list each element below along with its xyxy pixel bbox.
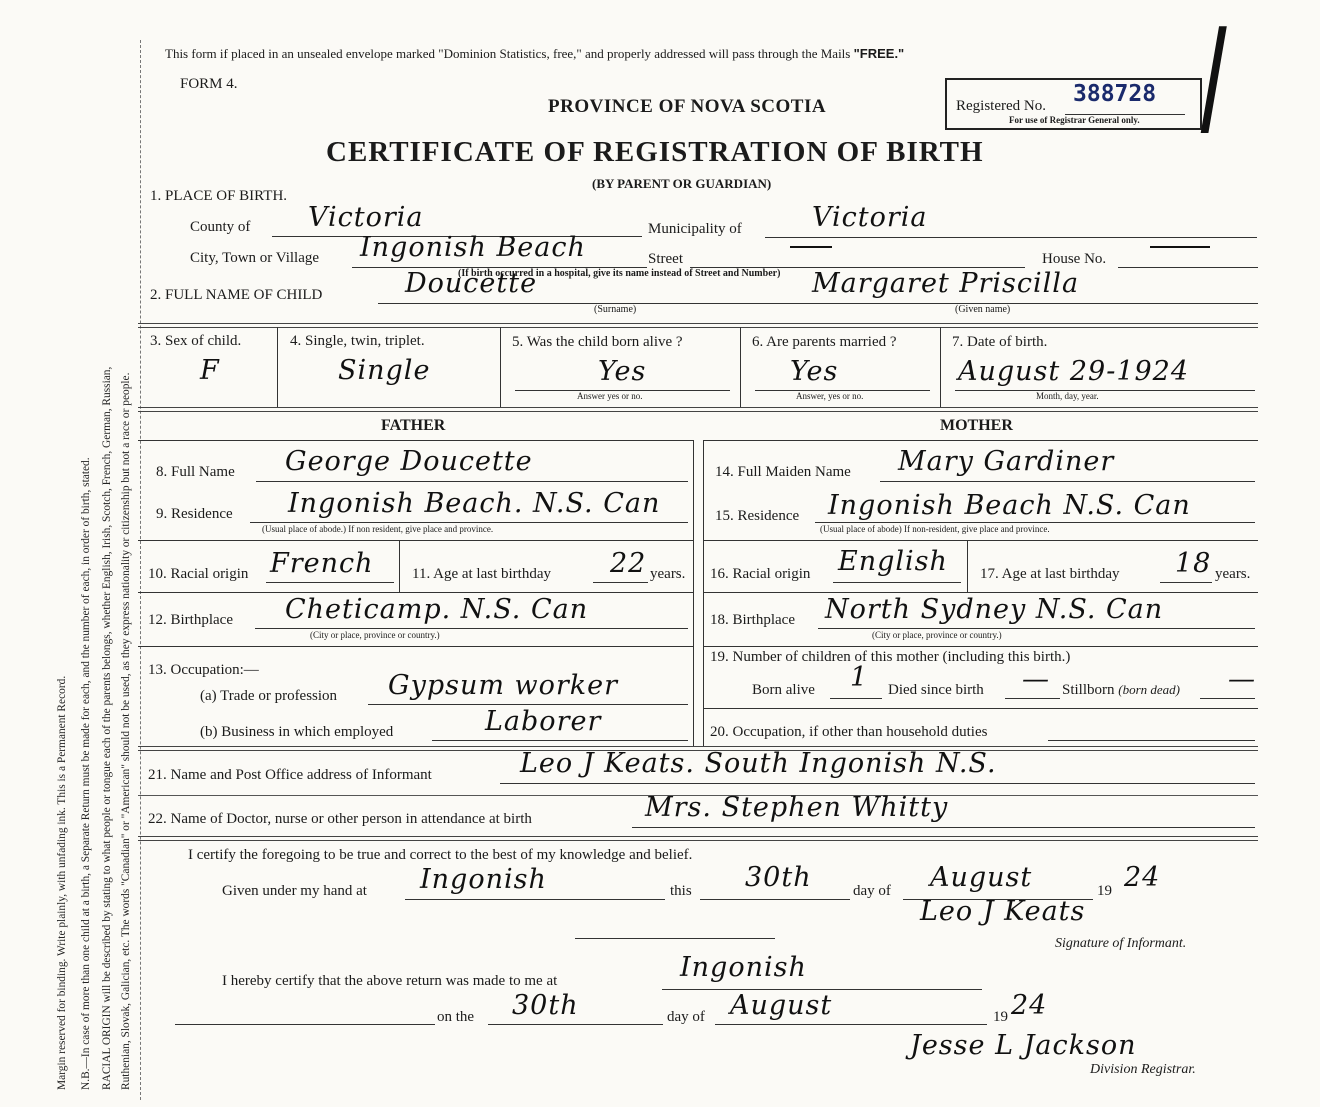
doctor-value: Mrs. Stephen Whitty <box>645 792 949 823</box>
died-since-birth-label: Died since birth <box>888 682 984 698</box>
father-residence-note: (Usual place of abode.) If non resident, give place and province. <box>262 524 494 534</box>
mother-residence-value: Ingonish Beach N.S. Can <box>828 490 1191 521</box>
county-label: County of <box>190 219 251 235</box>
mother-residence-note: (Usual place of abode) If non-resident, give place and province. <box>820 524 1050 534</box>
mother-name-line <box>880 481 1255 482</box>
doctor-line <box>632 827 1255 828</box>
given-place-line <box>405 899 665 900</box>
registrar-place-value: Ingonish <box>680 952 807 983</box>
stillborn-line <box>1200 698 1255 699</box>
page-title: CERTIFICATE OF REGISTRATION OF BIRTH <box>326 136 984 168</box>
certify-year-value: 24 <box>1124 862 1161 893</box>
sex-label: 3. Sex of child. <box>150 333 242 349</box>
county-value: Victoria <box>308 202 424 233</box>
mother-row-rule-4 <box>703 708 1258 709</box>
house-number-dash <box>1150 246 1210 248</box>
father-birthplace-value: Cheticamp. N.S. Can <box>285 594 589 625</box>
street-dash <box>790 246 832 248</box>
mother-row-rule-1 <box>703 540 1258 541</box>
section-divider-top <box>138 323 1258 328</box>
business-line <box>432 740 688 741</box>
corner-mark: / <box>1200 0 1227 152</box>
certify-month-value: August <box>930 862 1033 893</box>
parents-married-value: Yes <box>790 356 839 387</box>
house-number-line <box>1118 267 1258 268</box>
city-value: Ingonish Beach <box>360 232 586 263</box>
father-age-line <box>593 582 648 583</box>
sex-value: F <box>200 355 220 386</box>
born-alive-note: Answer yes or no. <box>577 391 643 401</box>
parents-married-note: Answer, yes or no. <box>796 391 864 401</box>
stillborn-label <box>1062 682 1180 699</box>
child-name-line <box>378 303 1258 304</box>
business-value: Laborer <box>485 706 602 737</box>
col-divider-4 <box>940 327 941 407</box>
mother-birthplace-note: (City or place, province or country.) <box>872 630 1002 640</box>
registrar-month-line <box>715 1024 987 1025</box>
city-label: City, Town or Village <box>190 250 320 266</box>
mother-occupation-label: 20. Occupation, if other than household duties <box>710 724 988 740</box>
margin-note-racial-origin-cont: Ruthenian, Slovak, Galician, etc. The words "Canadian" or "American" should not be used, as they express nationality or citizenship but not a race or people. <box>120 372 132 1090</box>
father-name-line <box>256 481 688 482</box>
date-of-birth-note: Month, day, year. <box>1036 391 1099 401</box>
trade-value: Gypsum worker <box>388 670 619 701</box>
mother-racial-origin-line <box>833 582 961 583</box>
registrar-year-value: 24 <box>1011 990 1048 1021</box>
father-residence-label: 9. Residence <box>156 506 233 522</box>
informant-line <box>500 783 1255 784</box>
col-divider-2 <box>500 327 501 407</box>
father-row-rule-2 <box>138 592 693 593</box>
informant-signature-label: Signature of Informant. <box>1055 936 1187 951</box>
single-twin-label: 4. Single, twin, triplet. <box>290 333 425 349</box>
mother-residence-label: 15. Residence <box>715 508 800 524</box>
section-divider-parents <box>138 407 1258 412</box>
registration-box <box>945 78 1202 130</box>
registrar-day-of-label: day of <box>667 1009 705 1025</box>
stillborn-label-text: Stillborn <box>1062 682 1115 698</box>
stillborn-value: — <box>1228 664 1256 695</box>
father-race-age-divider <box>399 540 400 592</box>
certify-statement: I certify the foregoing to be true and correct to the best of my knowledge and belief. <box>188 847 693 863</box>
mother-birthplace-value: North Sydney N.S. Can <box>825 594 1164 625</box>
mother-racial-origin-label: 16. Racial origin <box>710 566 811 582</box>
registrar-on-label: on the <box>437 1009 475 1025</box>
business-label: (b) Business in which employed <box>200 724 394 740</box>
mother-race-age-divider <box>967 540 968 592</box>
mailing-notice-free: "FREE." <box>853 46 905 61</box>
certify-day-line <box>700 899 850 900</box>
mother-birthplace-line <box>818 628 1255 629</box>
street-label: Street <box>648 251 683 267</box>
born-alive-label: 5. Was the child born alive ? <box>512 334 683 350</box>
children-count-label: 19. Number of children of this mother (including this birth.) <box>710 649 1071 665</box>
stillborn-note: (born dead) <box>1118 682 1181 697</box>
informant-label: 21. Name and Post Office address of Informant <box>148 767 432 783</box>
mother-birthplace-label: 18. Birthplace <box>710 612 795 628</box>
mother-racial-origin-value: English <box>838 546 948 577</box>
born-alive-count-line <box>830 698 882 699</box>
born-alive-count-value: 1 <box>850 662 869 693</box>
father-occupation-label: 13. Occupation:— <box>148 662 259 678</box>
trade-line <box>368 704 688 705</box>
registrar-month-value: August <box>730 990 833 1021</box>
informant-value: Leo J Keats. South Ingonish N.S. <box>520 748 997 779</box>
certify-day-of-label: day of <box>853 883 891 899</box>
registrar-day-value: 30th <box>512 990 579 1021</box>
margin-note-multiple-births: N.B.—In case of more than one child at a birth, a Separate Return must be made for each, and the number of each, in order of birth, stated. <box>80 457 92 1090</box>
municipality-line <box>765 237 1257 238</box>
hospital-note: (If birth occurred in a hospital, give its name instead of Street and Number) <box>458 268 781 279</box>
doctor-label: 22. Name of Doctor, nurse or other person in attendance at birth <box>148 811 532 827</box>
child-given-value: Margaret Priscilla <box>812 268 1080 299</box>
father-residence-value: Ingonish Beach. N.S. Can <box>288 488 661 519</box>
father-heading: FATHER <box>381 417 446 434</box>
certify-year-prefix: 19 <box>1097 883 1112 899</box>
province-heading: PROVINCE OF NOVA SCOTIA <box>548 96 827 117</box>
father-heading-rule <box>138 440 693 441</box>
mother-name-label: 14. Full Maiden Name <box>715 464 851 480</box>
given-under-hand-label: Given under my hand at <box>222 883 367 899</box>
child-name-label: 2. FULL NAME OF CHILD <box>150 287 323 303</box>
col-divider-3 <box>740 327 741 407</box>
margin-divider <box>140 40 141 1100</box>
date-of-birth-line <box>955 390 1255 391</box>
municipality-label: Municipality of <box>648 221 742 237</box>
registrar-signature-label: Division Registrar. <box>1090 1062 1196 1077</box>
father-birthplace-label: 12. Birthplace <box>148 612 233 628</box>
mother-heading: MOTHER <box>940 417 1013 434</box>
page-subtitle: (BY PARENT OR GUARDIAN) <box>592 176 772 191</box>
municipality-value: Victoria <box>812 202 928 233</box>
form-number: FORM 4. <box>180 76 238 92</box>
father-birthplace-note: (City or place, province or country.) <box>310 630 440 640</box>
registrar-year-prefix: 19 <box>993 1009 1008 1025</box>
father-age-label: 11. Age at last birthday <box>412 566 551 582</box>
place-of-birth-label: 1. PLACE OF BIRTH. <box>150 188 288 204</box>
mailing-notice <box>165 46 904 62</box>
father-mother-divider-left <box>693 440 694 747</box>
mother-name-value: Mary Gardiner <box>898 446 1115 477</box>
informant-signature-line <box>575 938 775 939</box>
father-birthplace-line <box>255 628 688 629</box>
single-twin-value: Single <box>338 355 431 386</box>
given-name-note: (Given name) <box>955 304 1011 315</box>
margin-note-racial-origin: RACIAL ORIGIN will be described by stating to what people or tongue each of the parents belongs, whether English, Irish, Scotch, French, German, Russian, <box>101 366 113 1090</box>
col-divider-1 <box>277 327 278 407</box>
mother-age-label: 17. Age at last birthday <box>980 566 1120 582</box>
died-since-birth-line <box>1005 698 1060 699</box>
informant-signature: Leo J Keats <box>920 896 1086 927</box>
mother-occupation-line <box>1048 740 1255 741</box>
child-surname-value: Doucette <box>405 268 538 299</box>
parents-married-label: 6. Are parents married ? <box>752 334 897 350</box>
margin-note-binding: Margin reserved for binding. Write plainly, with unfading ink. This is a Permanent Record. <box>56 675 68 1090</box>
died-since-birth-value: — <box>1022 664 1050 695</box>
mother-heading-rule <box>703 440 1258 441</box>
registrar-statement: I hereby certify that the above return was made to me at <box>222 973 558 989</box>
born-alive-value: Yes <box>598 356 647 387</box>
mother-age-value: 18 <box>1175 548 1212 579</box>
trade-label: (a) Trade or profession <box>200 688 338 704</box>
father-row-rule-1 <box>138 540 693 541</box>
born-alive-count-label: Born alive <box>752 682 815 698</box>
date-of-birth-label: 7. Date of birth. <box>952 334 1048 350</box>
father-racial-origin-line <box>266 582 394 583</box>
father-row-rule-3 <box>138 646 693 647</box>
date-of-birth-value: August 29-1924 <box>958 356 1190 387</box>
father-name-value: George Doucette <box>285 446 533 477</box>
registrar-signature: Jesse L Jackson <box>910 1030 1137 1061</box>
father-racial-origin-value: French <box>270 548 374 579</box>
certify-this-label: this <box>670 883 692 899</box>
house-number-label: House No. <box>1042 251 1107 267</box>
section-divider-certify <box>138 836 1258 841</box>
father-mother-divider-right <box>703 440 704 747</box>
mailing-notice-text: This form if placed in an unsealed envelope marked "Dominion Statistics, free," and properly addressed will pass through the Mails <box>165 46 851 61</box>
father-residence-line <box>250 522 688 523</box>
mother-row-rule-2 <box>703 592 1258 593</box>
registrar-left-rule <box>175 1024 435 1025</box>
father-racial-origin-label: 10. Racial origin <box>148 566 249 582</box>
father-age-value: 22 <box>610 548 647 579</box>
mother-row-rule-3 <box>703 646 1258 647</box>
registrar-day-line <box>488 1024 663 1025</box>
mother-residence-line <box>815 522 1255 523</box>
father-years-label: years. <box>650 566 686 582</box>
mother-age-line <box>1160 582 1212 583</box>
mother-years-label: years. <box>1215 566 1251 582</box>
given-place-value: Ingonish <box>420 864 547 895</box>
father-name-label: 8. Full Name <box>156 464 235 480</box>
certify-day-value: 30th <box>745 862 812 893</box>
registration-number: 388728 <box>1073 81 1157 107</box>
registration-note: For use of Registrar General only. <box>1009 115 1140 125</box>
surname-note: (Surname) <box>594 304 637 315</box>
registration-label: Registered No. <box>956 98 1046 114</box>
